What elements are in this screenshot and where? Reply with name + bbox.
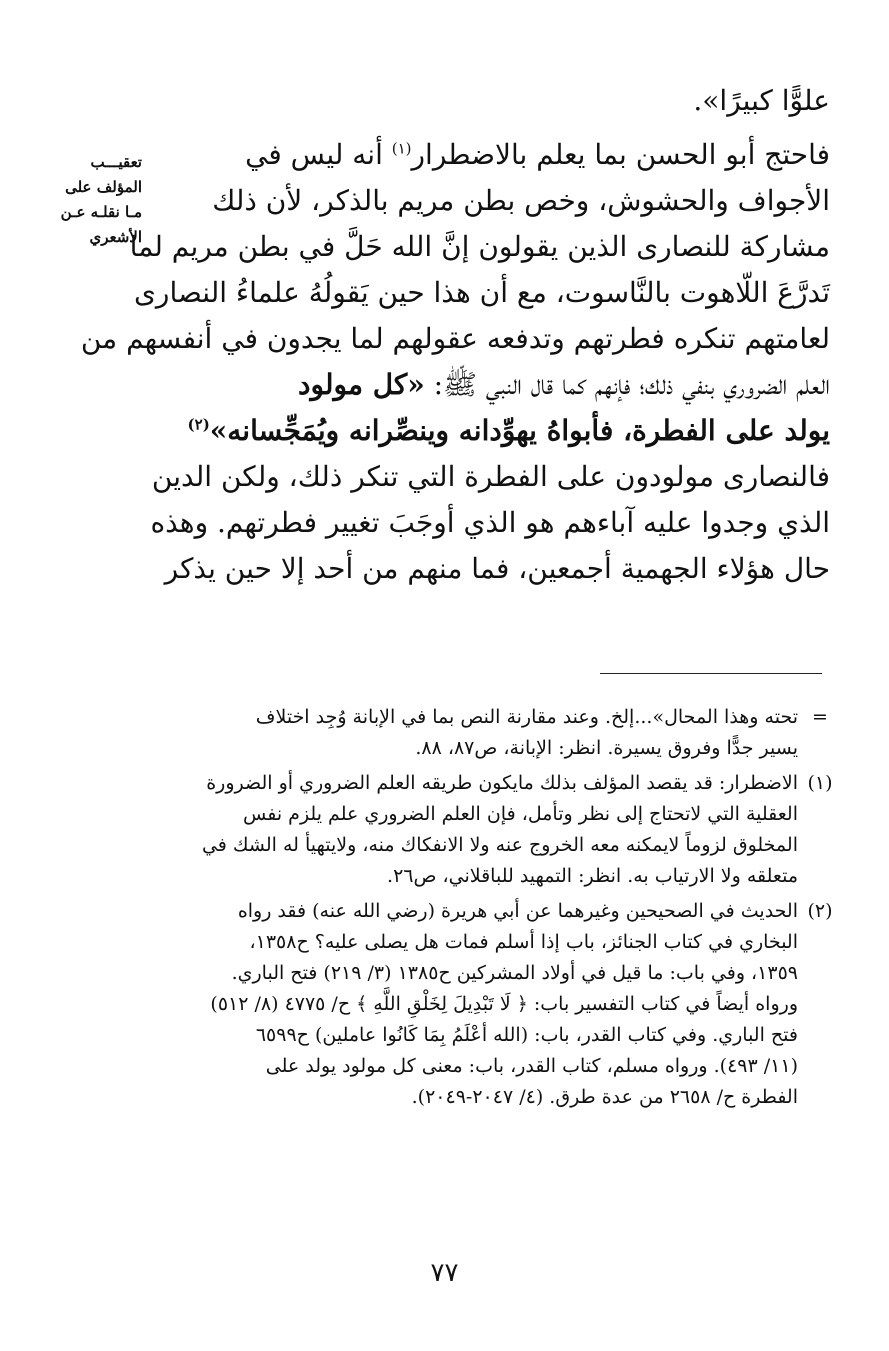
main-line-4: مشاركة للنصارى الذين يقولون إنَّ الله حَلَّ في بطن مريم لما	[129, 230, 830, 263]
main-line-6: لعامتهم تنكره فطرتهم وتدفعه عقولهم لما يجدون في أنفسهم من	[80, 322, 830, 355]
footnote-1	[150, 768, 840, 892]
footnotes	[150, 702, 840, 1117]
margin-note-line: مـا نقلـه عـن	[60, 203, 142, 221]
main-line-1: علوًّا كبيرًا».	[693, 84, 830, 117]
main-line-11: حال هؤلاء الجهمية أجمعين، فما منهم من أحد إلا حين يذكر	[164, 552, 830, 585]
footnote-line: الحديث في الصحيحين وغيرهما عن أبي هريرة (رضي الله عنه) فقد رواه	[237, 900, 798, 922]
footnote-line: ١٣٥٩، وفي باب: ما قيل في أولاد المشركين ح١٣٨٥ (٣/ ٢١٩) فتح الباري.	[231, 962, 798, 984]
margin-note-line: تعقيـــب	[90, 153, 142, 171]
footnote-line: الاضطرار: قد يقصد المؤلف بذلك مايكون طريقه العلم الضروري أو الضرورة	[206, 772, 798, 794]
margin-note-line: المؤلف على	[65, 178, 142, 196]
margin-note	[30, 150, 142, 250]
margin-note-line: الأشعري	[89, 228, 142, 246]
page-number: ٧٧	[430, 1258, 459, 1288]
footnote-line: ورواه أيضاً في كتاب التفسير باب: ﴿ لَا تَبْدِيلَ لِخَلْقِ اللَّهِ ﴾ ح/ ٤٧٧٥ (٨/ ٥١٢)	[210, 993, 798, 1015]
footnote-ref-1[interactable]: (١)	[391, 139, 412, 158]
main-line-3: الأجواف والحشوش، وخص بطن مريم بالذكر، لأن ذلك	[212, 184, 830, 217]
footnote-line: (١١/ ٤٩٣). ورواه مسلم، كتاب القدر، باب: معنى كل مولود يولد على	[265, 1055, 798, 1077]
main-line-7: العلم الضروري بنفي ذلك؛ فإنهم كما قال النبي ﷺ: «كل مولود	[298, 368, 830, 401]
main-line-2: فاحتج أبو الحسن بما يعلم بالاضطرار$^{(١)}$ أنه ليس في	[245, 138, 830, 171]
footnote-line: الفطرة ح/ ٢٦٥٨ من عدة طرق. (٤/ ٢٠٤٧-٢٠٤٩).	[411, 1086, 798, 1108]
footnote-line: تحته وهذا المحال»...إلخ. وعند مقارنة النص بما في الإبانة وُجِد اختلاف	[255, 706, 798, 728]
footnote-mark: =	[812, 706, 828, 728]
footnote-continuation	[150, 702, 840, 764]
main-line-8: يولد على الفطرة، فأبواهُ يهوِّدانه وينصِّرانه ويُمَجِّسانه»$^{(٢)}$	[187, 414, 830, 447]
footnote-line: يسير جدًّا وفروق يسيرة. انظر: الإبانة، ص٨٧، ٨٨.	[415, 737, 798, 759]
footnote-mark: (٢)	[807, 900, 833, 922]
footnote-line: متعلقه ولا الارتياب به. انظر: التمهيد للباقلاني، ص٢٦.	[387, 865, 798, 887]
footnote-mark: (١)	[807, 772, 833, 794]
main-line-5: تَدرَّعَ اللّاهوت بالنَّاسوت، مع أن هذا حين يَقولُهُ علماءُ النصارى	[134, 276, 830, 309]
footnote-separator	[600, 673, 822, 674]
hadith-quote-start: «كل مولود	[298, 368, 425, 401]
main-line-10: الذي وجدوا عليه آباءهم هو الذي أوجَبَ تغيير فطرتهم. وهذه	[150, 506, 830, 539]
footnote-line: البخاري في كتاب الجنائز، باب إذا أسلم فمات هل يصلى عليه؟ ح١٣٥٨،	[249, 931, 798, 953]
footnote-line: المخلوق لزوماً لايمكنه معه الخروج عنه ولا الانفكاك منه، ولايتهيأ له الشك في	[201, 834, 798, 856]
footnote-line: فتح الباري. وفي كتاب القدر، باب: (الله أعْلَمُ بِمَا كَانُوا عاملين) ح٦٥٩٩	[255, 1024, 798, 1046]
footnote-2	[150, 896, 840, 1113]
main-line-9: فالنصارى مولودون على الفطرة التي تنكر ذلك، ولكن الدين	[151, 460, 830, 493]
footnote-line: العقلية التي لاتحتاج إلى نظر وتأمل، فإن العلم الضروري علم يلزم نفس	[243, 803, 798, 825]
footnote-ref-2[interactable]: (٢)	[187, 415, 210, 434]
